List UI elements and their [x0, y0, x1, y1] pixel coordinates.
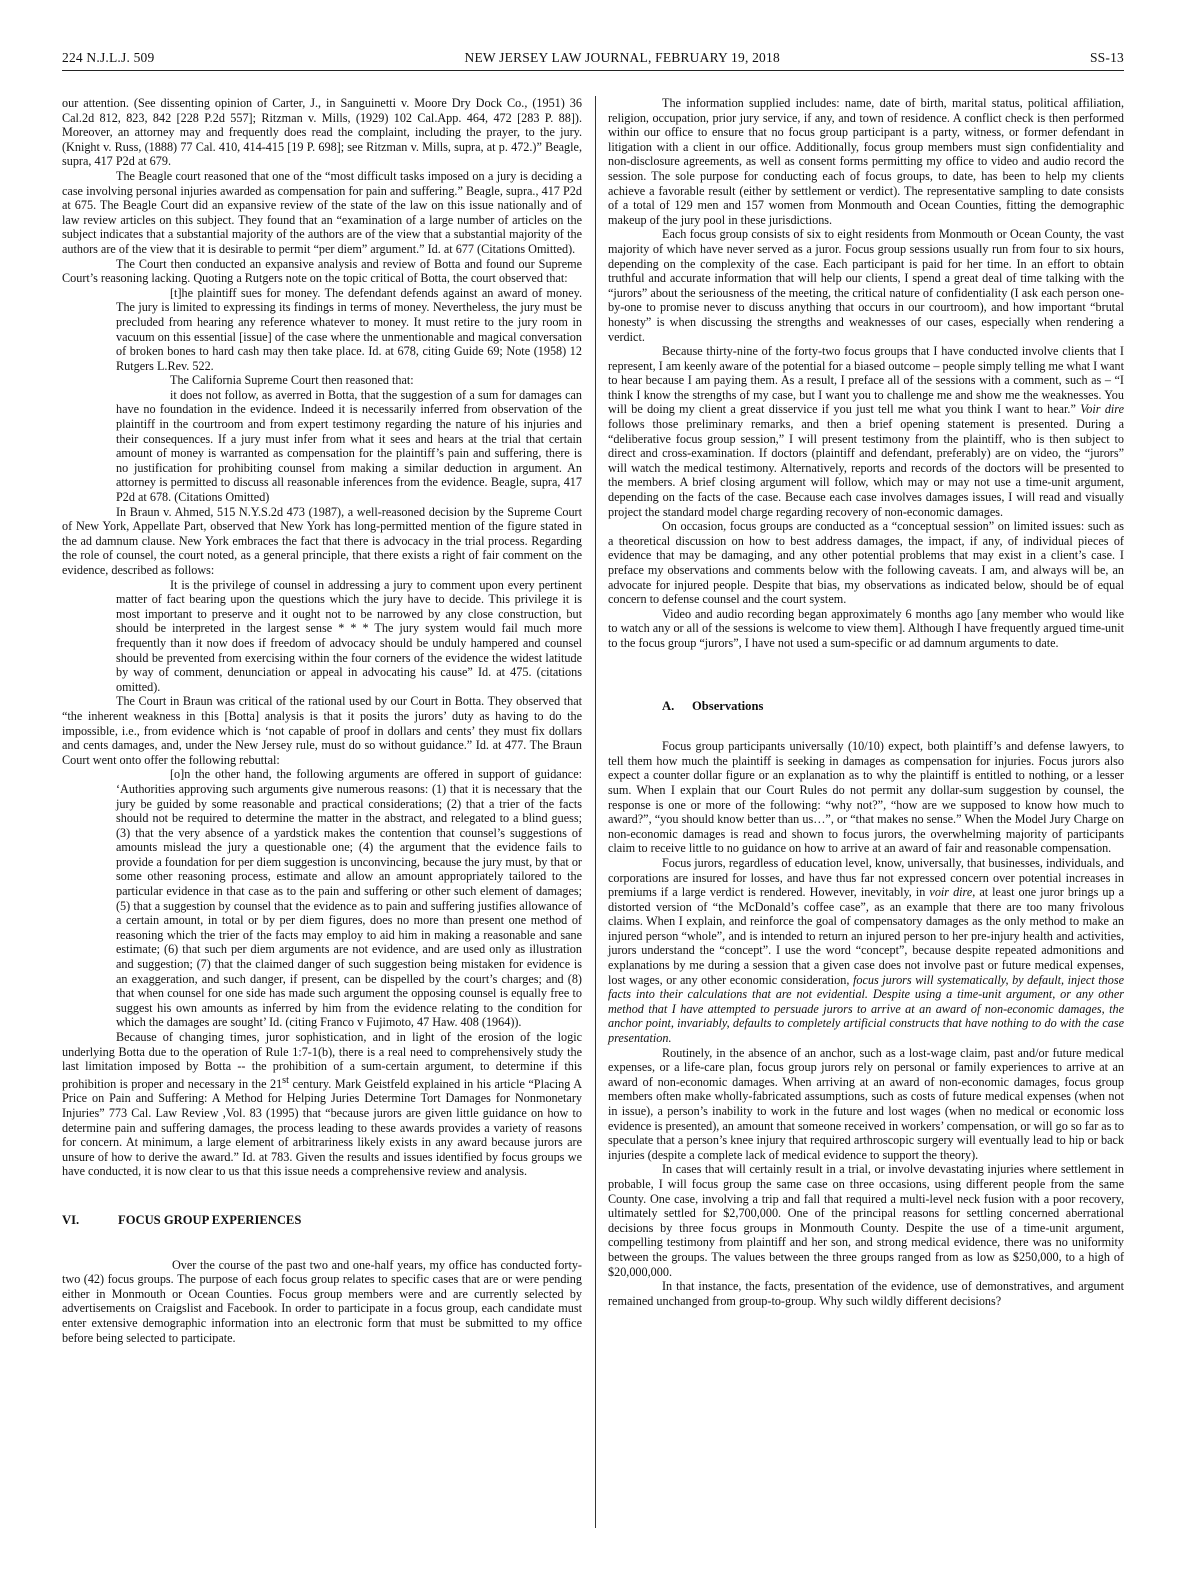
paragraph-text: Focus jurors, regardless of education level, know, universally, that businesses, individuals, and corporations are insured for losses, and have thus far not expressed concern over potential increases in premiums if a large verdict is rendered. However, inevitably, in: [608, 855, 1124, 900]
italic-text: Voir dire: [1080, 402, 1124, 417]
header-page-number: SS-13: [1089, 50, 1124, 65]
paragraph: Each focus group consists of six to eight residents from Monmouth or Ocean County, the vast majority of which have never served as a juror. Focus group sessions usually run from four to six hours, depending on the complexity of the case. Each participant is paid for her time. In an effort to obtain truthful and accurate information that will help our clients, I spend a great deal of time talking with the “jurors” about the seriousness of the meeting, the critical nature of confidentiality (I ask each person one-by-one to promise never to discuss anything that occurs in our courtroom), and how important “brutal honesty” is when discussing the strengths and weaknesses of our cases, especially when rendering a verdict.: [608, 227, 1124, 344]
paragraph: Over the course of the past two and one-half years, my office has conducted forty-two (42) focus groups. The purpose of each focus group relates to specific cases that are or were pending either in Monmouth or Ocean Counties. Focus group members were and are currently selected by advertisements on Craigslist and Facebook. In order to participate in a focus group, each candidate must enter extensive demographic information into an electronic form that must be submitted to my office before being selected to participate.: [62, 1257, 582, 1345]
paragraph: The Beagle court reasoned that one of the “most difficult tasks imposed on a jury is deciding a case involving personal injuries awarded as compensation for pain and suffering.” Beagle, supra., 417 P2d at 675. The Beagle Court did an expansive review of the state of the law on this issue nationally and of law review articles on this subject. They found that an “examination of a large number of articles on the subject indicates that a substantial majority of the authors are of the view that a substantial majority of the authors are of the view that it is desirable to permit “per diem” argument.” Id. at 677 (Citations Omitted).: [62, 168, 582, 256]
paragraph: On occasion, focus groups are conducted as a “conceptual session” on limited issues: such as a theoretical discussion on how to best address damages, the impact, if any, of individual pieces of evidence that may be damaging, and any other potential problems that may exist in a client’s case. I preface my observations and comments below with the following caveats. I am, and always will be, an advocate for injured people. Despite that bias, my observations as indicated below, should be of equal concern to defense counsel and the court system.: [608, 519, 1124, 607]
paragraph: Routinely, in the absence of an anchor, such as a lost-wage claim, past and/or future medical expenses, or a life-care plan, focus group jurors rely on personal or family experiences to arrive at an award of non-economic damages. When arriving at an award of non-economic damages, focus group members often make wholly-fabricated assumptions, such as costs of future medical expenses (when not in issue), a person’s inability to work in the future and lost wages (when no medical or economic loss evidence is presented), an amount that someone received in workers’ compensation, or will go so far as to speculate that a person’s knee injury that required arthroscopic surgery will eventually lead to hip or back injuries (despite a complete lack of medical evidence to support the theory).: [608, 1045, 1124, 1162]
superscript: st: [282, 1074, 289, 1086]
italic-text: voir dire: [929, 885, 973, 900]
paragraph: [608, 856, 1124, 1046]
paragraph: [62, 1030, 582, 1179]
paragraph: our attention. (See dissenting opinion of Carter, J., in Sanguinetti v. Moore Dry Dock Co., (1951) 36 Cal.2d 812, 823, 842 [228 P.2d 557]; Ritzman v. Mills, (1929) 102 Cal.App. 464, 472 [283 P. 88]). Moreover, an attorney may and frequently does read the complaint, including the prayer, to the jury. (Knight v. Russ, (1888) 77 Cal. 410, 414-415 [19 P. 698]; see Ritzman v. Mills, supra, at p. 472.)” Beagle, supra, 417 P2d at 679.: [62, 96, 582, 169]
column-divider: [595, 96, 596, 1528]
header-citation: 224 N.J.L.J. 509: [62, 50, 155, 65]
right-column: [608, 96, 1124, 1308]
section-title: FOCUS GROUP EXPERIENCES: [118, 1213, 302, 1227]
paragraph: The information supplied includes: name, date of birth, marital status, political affiliation, religion, occupation, prior jury service, if any, and town of residence. A conflict check is then performed within our office to ensure that no focus group participant is a party, witness, or former defendant in litigation with a client in our office. Additionally, focus group members must sign confidentiality and non-disclosure agreements, as well as consent forms permitting my office to video and audio record the session. The sole purpose for conducting each of focus groups, to date, has been to help my clients achieve a favorable result (either by settlement or verdict). The representative sampling to date consists of a total of 129 men and 157 women from Monmouth and Ocean Counties, fitting the demographic makeup of the jury pool in these jurisdictions.: [608, 96, 1124, 227]
paragraph: [608, 344, 1124, 519]
block-quote: it does not follow, as averred in Botta, that the suggestion of a sum for damages can have no foundation in the evidence. Indeed it is necessarily inferred from observation of the plaintiff in the courtroom and from expert testimony regarding the nature of his injuries and their consequences. If a jury must infer from what it sees and hears at the trial that certain amount of money is warranted as compensation for the plaintiff’s pain and suffering, there is no justification for prohibiting counsel from making a similar deduction in argument. An attorney is permitted to discuss all reasonable inferences from the evidence. Beagle, supra, 417 P2d at 678. (Citations Omitted): [116, 387, 582, 505]
subsection-number: A.: [662, 698, 675, 713]
header-rule: [62, 70, 1124, 71]
paragraph: In that instance, the facts, presentation of the evidence, use of demonstratives, and argument remained unchanged from group-to-group. Why such wildly different decisions?: [608, 1279, 1124, 1308]
block-quote: [t]he plaintiff sues for money. The defendant defends against an award of money. The jury is limited to expressing its findings in terms of money. Nevertheless, the jury must be precluded from hearing any reference whatever to money. It must retire to the jury room in vacuum on this essential [issue] of the case where the unmentionable and magical conversation of broken bones to hard cash may then take place. Id. at 678, citing Guide 69; Note (1958) 12 Rutgers L.Rev. 522.: [116, 285, 582, 373]
block-quote: [o]n the other hand, the following arguments are offered in support of guidance: ‘Authorities approving such arguments give numerous reasons: (1) that it is necessary that the jury be guided by some reasonable and practical considerations; (2) that a trier of the facts should not be required to determine the matter in the abstract, and relegated to a blind guess; (3) that the very absence of a yardstick makes the contention that counsel’s suggestions of amounts mislead the jury a questionable one; (4) the argument that the evidence fails to provide a foundation for per diem suggestion is unconvincing, because the jury must, by that or some other reasoning process, estimate and allow an amount appropriately tailored to the particular evidence in that case as to the pain and suffering or other such element of damages; (5) that a suggestion by counsel that the evidence as to pain and suffering justifies allowance of a certain amount, in total or by per diem figures, does no more than present one method of reasoning which the trier of the facts may employ to aid him in making a reasonable and sane estimate; (6) that such per diem arguments are not evidence, and are used only as illustration and suggestion; (7) that the claimed danger of such suggestion being mistaken for evidence is an exaggeration, and such danger, if present, can be dispelled by the court’s charges; and (8) that when counsel for one side has made such argument the opposing counsel is equally free to suggest his own amounts as inferred by him from the evidence relating to the condition for which the damages are sought’ Id. (citing Franco v Fujimoto, 47 Haw. 408 (1964)).: [116, 767, 582, 1030]
paragraph: In Braun v. Ahmed, 515 N.Y.S.2d 473 (1987), a well-reasoned decision by the Supreme Court of New York, Appellate Part, observed that New York has long-permitted mention of the figure stated in the ad damnum clause. New York embraces the fact that there is advocacy in the trial process. Regarding the role of counsel, the court noted, as a general principle, that there exists a right of fair comment on the evidence, described as follows:: [62, 504, 582, 577]
italic-text: focus jurors will systematically, by default, inject those facts into their calculations that are not evidential. Despite using a time-unit argument, or any other method that I have attempted to persuade jurors to arrive at an award of non-economic damages, the anchor point, invariably, defaults to completely artificial constructs that have nothing to do with the case presentation.: [608, 972, 1124, 1046]
subsection-title: Observations: [692, 698, 764, 713]
paragraph-text: follows those preliminary remarks, and then a brief opening statement is presented. During a “deliberative focus group session,” I will present testimony from the plaintiff, who is then subject to direct and cross-examination. If doctors (plaintiff and defendant, preferably) are on video, the “jurors” will watch the medical testimony. Alternatively, reports and records of the doctors will be presented to the members. A brief closing argument will follow, which may or may not use a time-unit argument, depending on the facts of the case. Because each case involves damages issues, I will read and visually project the standard model charge regarding recovery of non-economic damages.: [608, 417, 1124, 519]
paragraph-text: century. Mark Geistfeld explained in his article “Placing A Price on Pain and Suffering: A Method for Helping Juries Determine Tort Damages for Nonmonetary Injuries” 773 Cal. Law Review ,Vol. 83 (1995) that “because jurors are given little guidance on how to determine pain and suffering damages, the process leading to these awards provides a variety of reasons for concern. At minimum, a large element of arbitrariness likely exists in any award because jurors are unsure of how to derive the award.” Id. at 783. Given the results and issues identified by focus groups we have conducted, it is now clear to us that this issue needs a comprehensive review and analysis.: [62, 1076, 582, 1179]
section-number: VI.: [62, 1213, 80, 1227]
subsection-heading: [662, 699, 1124, 714]
left-column: [62, 96, 582, 1345]
paragraph: Focus group participants universally (10/10) expect, both plaintiff’s and defense lawyers, to tell them how much the plaintiff is seeking in damages as compensation for injuries. Focus jurors also expect a counter dollar figure or an explanation as to why the plaintiff is entitled to nothing, or a lesser sum. When I explain that our Court Rules do not permit any dollar-sum suggestion by counsel, the response is one or more of the following: “why not?”, “how are we supposed to know how much to award?”, “you should know better than us…”, or “that makes no sense.” When the Model Jury Charge on non-economic damages is read and shown to focus jurors, the overwhelming majority of participants claim to receive little to no guidance on how to arrive at an award of fair and reasonable compensation.: [608, 739, 1124, 856]
block-quote-lead: The California Supreme Court then reasoned that:: [170, 373, 414, 388]
paragraph-text: Because of changing times, juror sophistication, and in light of the erosion of the logic underlying Botta due to the operation of Rule 1:7-1(b), there is a real need to comprehensively study the last limitation imposed by Botta -- the prohibition of a sum-certain argument, to determine if this prohibition is proper and necessary in the 21: [62, 1030, 582, 1091]
paragraph-text: Because thirty-nine of the forty-two focus groups that I have conducted involve clients that I represent, I am keenly aware of the potential for a biased outcome – people simply telling me what I want to hear because I am paying them. As a result, I preface all of the sessions with a comment, such as – “I think I know the strengths of my case, but I want you to challenge me and show me the weaknesses. You will be doing my client a great disservice if you just tell me what you think I want to hear.”: [608, 344, 1124, 417]
paragraph: The Court then conducted an expansive analysis and review of Botta and found our Supreme Court’s reasoning lacking. Quoting a Rutgers note on the topic critical of Botta, the court observed that:: [62, 256, 582, 286]
page-header: [62, 48, 1124, 68]
paragraph: The Court in Braun was critical of the rational used by our Court in Botta. They observed that “the inherent weakness in this [Botta] analysis is that it posits the jurors’ duty as having to do the impossible, i.e., from evidence which is ‘not capable of proof in dollars and cents’ they must fix dollars and cents damages, and, under the New Jersey rule, must do so without guidance.” Id. at 477. The Braun Court went onto offer the following rebuttal:: [62, 694, 582, 767]
paragraph-text: , at least one juror brings up a distorted version of “the McDonald’s coffee case”, as an example that there are too many frivolous claims. When I explain, and reinforce the goal of compensatory damages as the only method to make an injured person “whole”, and is intended to return an injured person to her pre-injury health and activities, jurors understand the “concept”. I use the word “concept”, because despite repeated admonitions and explanations by me during a session that a given case does not involve past or future medical expenses, lost wages, or any other economic consideration,: [608, 885, 1125, 987]
paragraph: Video and audio recording began approximately 6 months ago [any member who would like to watch any or all of the sessions is welcome to view them]. Although I have frequently argued time-unit to the focus group “jurors”, I have not used a sum-specific or ad damnum arguments to date.: [608, 606, 1124, 650]
section-heading: [62, 1213, 582, 1228]
block-quote: It is the privilege of counsel in addressing a jury to comment upon every pertinent matter of fact bearing upon the questions which the jury have to decide. This privilege it is most important to preserve and it ought not to be narrowed by any close construction, but should be interpreted in the largest sense * * * The jury system would fail much more frequently than it now does if freedom of advocacy should be unduly hampered and counsel should be prevented from exercising within the four corners of the evidence the widest latitude by way of comment, denunciation or appeal in advocating his cause” Id. at 475. (citations omitted).: [116, 577, 582, 694]
header-publication: NEW JERSEY LAW JOURNAL, FEBRUARY 19, 2018: [464, 50, 780, 65]
paragraph: In cases that will certainly result in a trial, or involve devastating injuries where settlement in probable, I will focus group the same case on three occasions, using different people from the same County. One case, involving a trip and fall that required a multi-level neck fusion with a poor recovery, ultimately settled for $2,700,000. One of the principal reasons for settling concerned aberrational decisions by three focus groups in Monmouth County. Despite the use of a time-unit argument, compelling testimony from plaintiff and her son, and strong medical evidence, there was no uniformity between the groups. The values between the three groups ranged from as low as $250,000, to a high of $20,000,000.: [608, 1162, 1124, 1279]
